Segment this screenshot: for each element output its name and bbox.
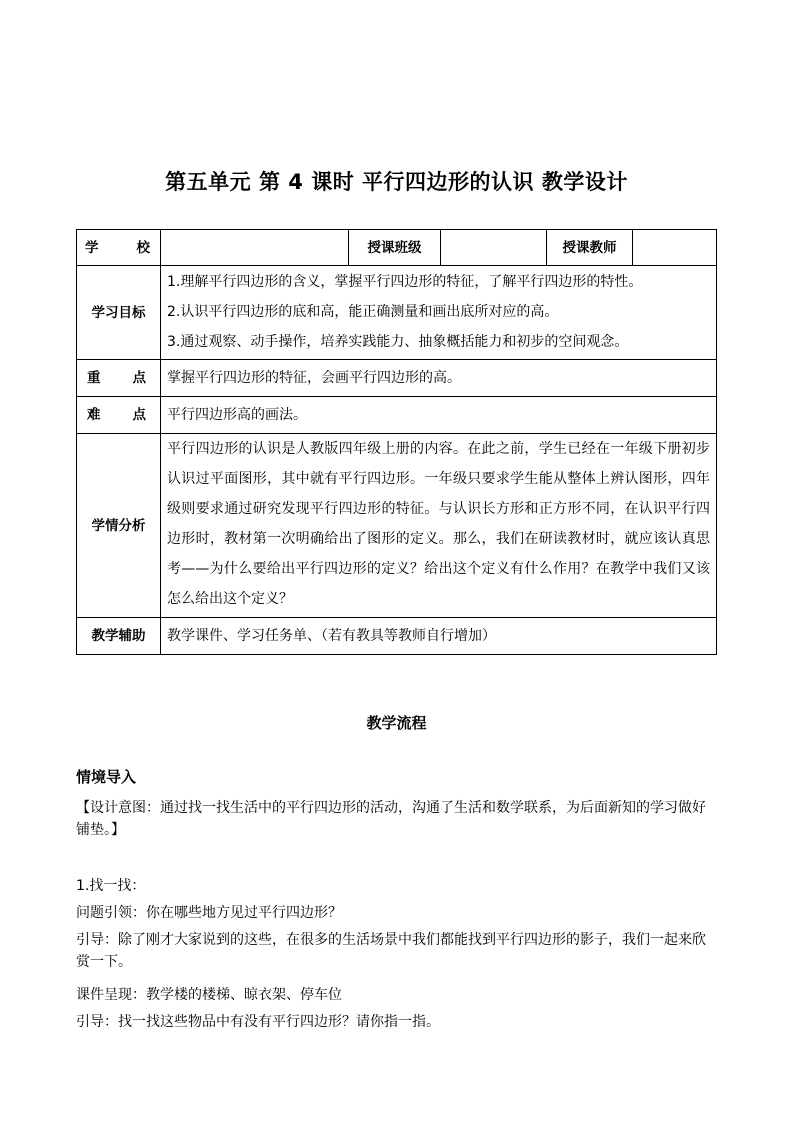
aids-row <box>77 618 717 655</box>
class-label: 授课班级 <box>349 230 441 266</box>
difficulty-text: 平行四边形高的画法。 <box>161 397 717 434</box>
school-label: 学 校 <box>77 230 161 266</box>
difficulty-row <box>77 397 717 434</box>
class-value <box>441 230 547 266</box>
key-point-row <box>77 360 717 397</box>
analysis-text: 平行四边形的认识是人教版四年级上册的内容。在此之前，学生已经在一年级下册初步认识过平面图形，其中就有平行四边形。一年级只要求学生能从整体上辨认图形，四年级则要求通过研究发现平行四边形的特征。与认识长方形和正方形不同，在认识平行四边形时，教材第一次明确给出了图形的定义。那么，我们在研读教材时，就应该认真思考——为什么要给出平行四边形的定义？给出这个定义有什么作用？在教学中我们又该怎么给出这个定义？ <box>161 434 717 618</box>
analysis-label: 学情分析 <box>77 434 161 618</box>
aids-text: 教学课件、学习任务单、（若有教具等教师自行增加） <box>161 618 717 655</box>
document-title: 第五单元 第 4 课时 平行四边形的认识 教学设计 <box>165 170 628 194</box>
teacher-value <box>633 230 717 266</box>
school-row <box>77 230 717 266</box>
teacher-label: 授课教师 <box>547 230 633 266</box>
goal-item: 3.通过观察、动手操作，培养实践能力、抽象概括能力和初步的空间观念。 <box>167 334 629 350</box>
guide-text: 引导：除了刚才大家说到的这些，在很多的生活场景中我们都能找到平行四边形的影子，我们一起来欣赏一下。 <box>76 932 706 970</box>
guide-text-2: 引导：找一找这些物品中有没有平行四边形？请你指一指。 <box>76 1014 440 1030</box>
design-intent: 【设计意图：通过找一找生活中的平行四边形的活动，沟通了生活和数学联系，为后面新知的学习做好铺垫。】 <box>76 800 706 838</box>
lesson-info-table <box>76 229 717 655</box>
goals-row <box>77 266 717 360</box>
analysis-row <box>77 434 717 618</box>
question-text: 问题引领：你在哪些地方见过平行四边形？ <box>76 905 342 921</box>
key-point-label: 重 点 <box>77 360 161 397</box>
aids-label: 教学辅助 <box>77 618 161 655</box>
process-heading: 教学流程 <box>366 714 427 732</box>
school-value <box>161 230 349 266</box>
step-title: 1.找一找： <box>76 878 146 894</box>
goals-cell <box>161 266 717 360</box>
courseware-text: 课件呈现：教学楼的楼梯、晾衣架、停车位 <box>76 987 342 1003</box>
key-point-text: 掌握平行四边形的特征，会画平行四边形的高。 <box>161 360 717 397</box>
goal-item: 2.认识平行四边形的底和高，能正确测量和画出底所对应的高。 <box>167 304 559 320</box>
goals-label: 学习目标 <box>77 266 161 360</box>
difficulty-label: 难 点 <box>77 397 161 434</box>
section-title: 情境导入 <box>76 768 137 786</box>
goal-item: 1.理解平行四边形的含义，掌握平行四边形的特征，了解平行四边形的特性。 <box>167 274 643 290</box>
